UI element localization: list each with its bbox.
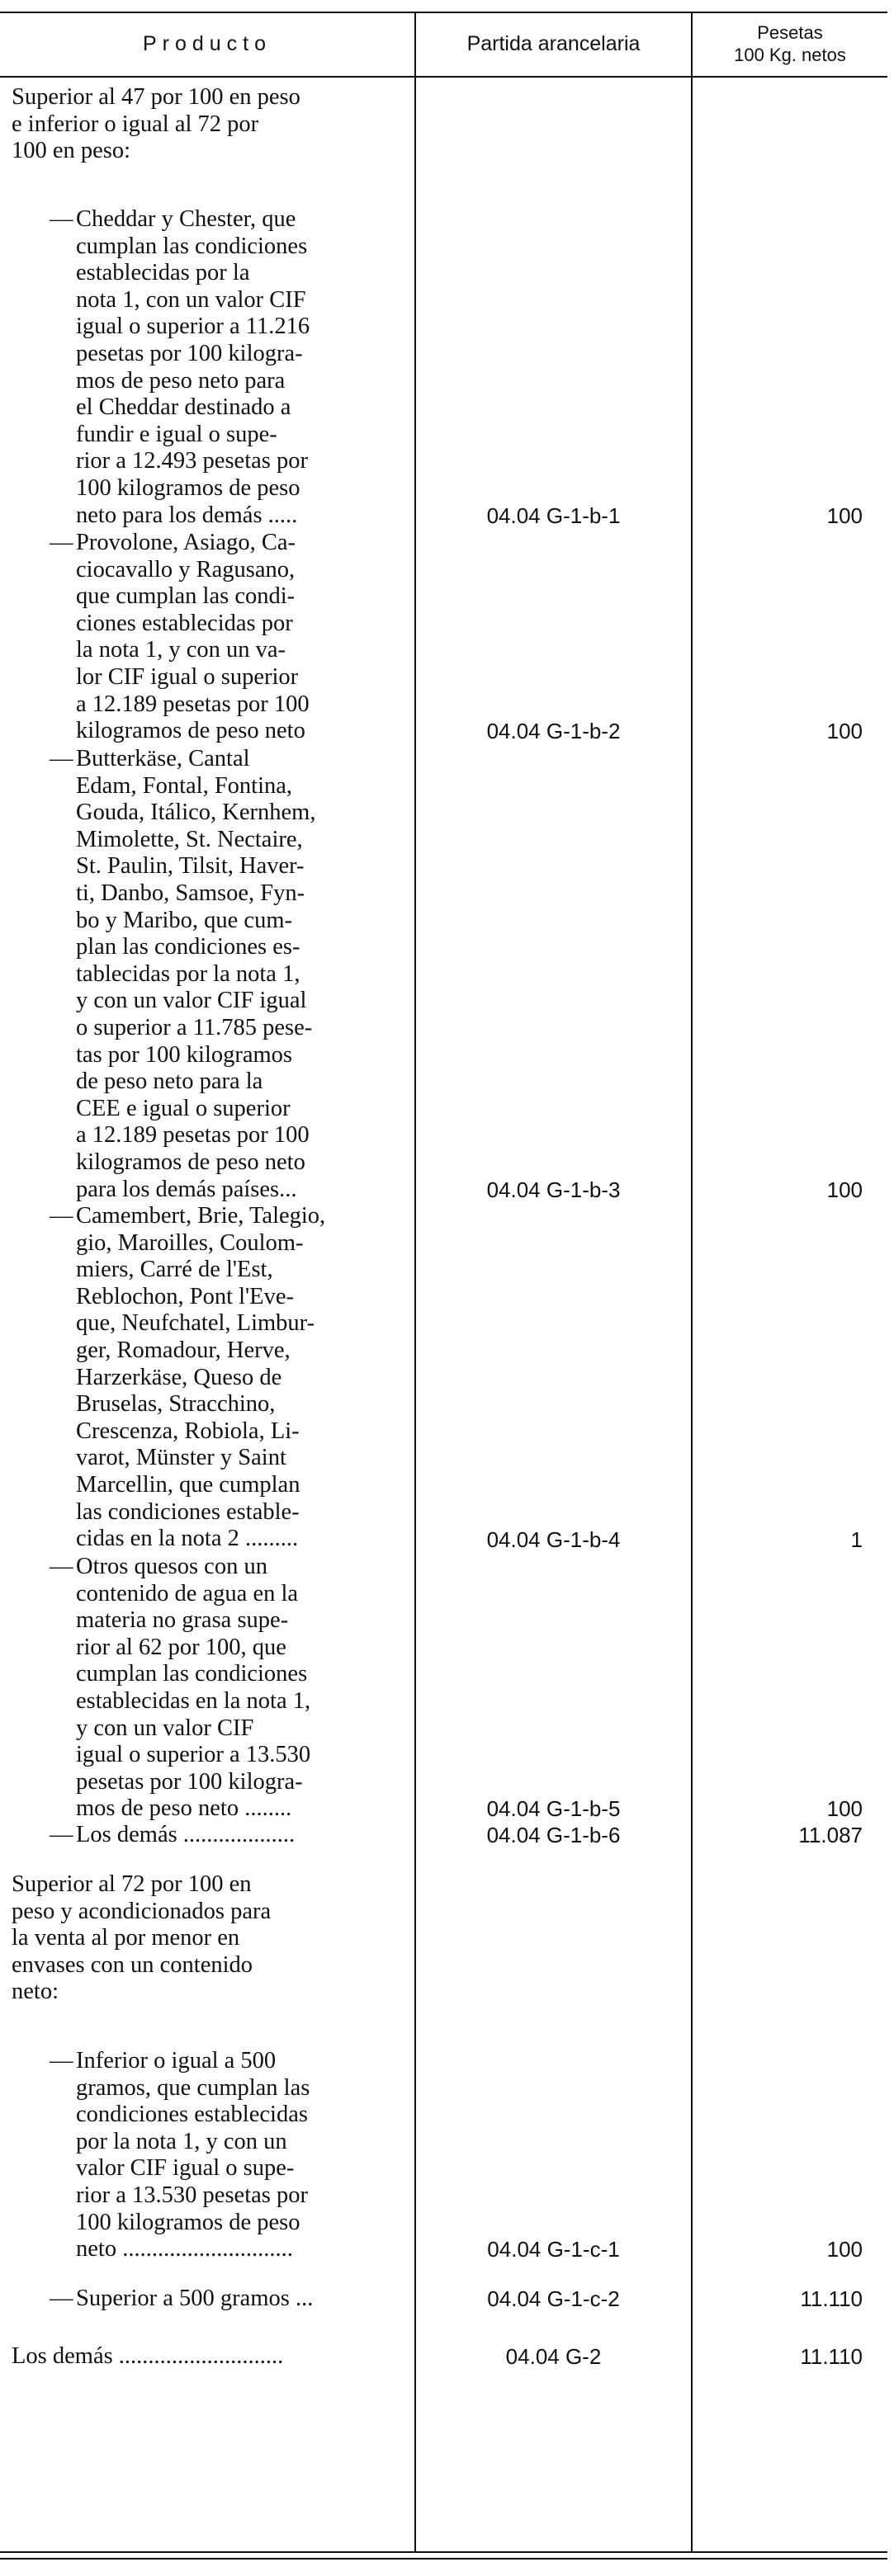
table-header-rule <box>0 76 887 78</box>
dash-bullet: — <box>50 1554 73 1579</box>
row-value-butterkase: 100 <box>826 1177 863 1202</box>
row-text-los-demas-b: Los demás ................... <box>76 1822 296 1847</box>
header-producto <box>0 12 414 76</box>
column-divider-1 <box>414 12 416 2551</box>
row-code-otros-quesos: 04.04 G-1-b-5 <box>486 1796 621 1821</box>
row-code-superior-500: 04.04 G-1-c-2 <box>487 2286 620 2311</box>
row-value-superior-500: 11.110 <box>800 2286 863 2311</box>
row-value-inferior-500: 100 <box>826 2237 863 2262</box>
dash-bullet: — <box>50 530 73 555</box>
row-text-camembert: Camembert, Brie, Talegio, gio, Maroilles, Coulom- miers, Carré de l'Est, Reblochon, Pont l'Eve- que, Neufchatel, Limbur- ger, Romadour, Herve, Harzerkäse, Queso de Bruselas, Stracchino, Crescenza, Robiola, Li- varot, Münster y Saint Marcellin, que cumplan las condiciones estable- cidas en la nota 2 ......... <box>76 1203 326 1552</box>
dash-bullet: — <box>50 2286 73 2311</box>
header-pesetas <box>693 12 887 76</box>
row-text-otros-quesos: Otros quesos con un contenido de agua en la materia no grasa supe- rior al 62 por 100, que cumplan las condiciones establecidas en la nota 1, y con un valor CIF igual o superior a 13.530 pesetas por 100 kilogra- mos de peso neto ........ <box>76 1554 311 1822</box>
header-partida-label: Partida arancelaria <box>466 31 641 55</box>
row-code-los-demas-b: 04.04 G-1-b-6 <box>486 1823 621 1847</box>
column-divider-2 <box>691 12 693 2551</box>
dash-bullet: — <box>50 1822 73 1847</box>
row-text-superior-500: Superior a 500 gramos ... <box>76 2286 314 2311</box>
table-bottom-rule-double <box>0 2558 887 2559</box>
row-code-provolone: 04.04 G-1-b-2 <box>486 719 621 743</box>
dash-bullet: — <box>50 746 73 771</box>
row-value-los-demas-final: 11.110 <box>800 2344 863 2369</box>
row-code-butterkase: 04.04 G-1-b-3 <box>486 1177 621 1202</box>
row-code-los-demas-final: 04.04 G-2 <box>505 2344 602 2369</box>
row-value-los-demas-b: 11.087 <box>798 1823 863 1847</box>
dash-bullet: — <box>50 206 73 232</box>
table-bottom-rule <box>0 2551 887 2553</box>
row-code-camembert: 04.04 G-1-b-4 <box>486 1527 621 1552</box>
header-producto-label: Producto <box>142 31 272 55</box>
dash-bullet: — <box>50 1203 73 1229</box>
row-value-provolone: 100 <box>826 719 863 743</box>
row-value-otros-quesos: 100 <box>826 1796 863 1821</box>
dash-bullet: — <box>50 2048 73 2074</box>
row-value-cheddar: 100 <box>826 503 863 528</box>
row-text-inferior-500: Inferior o igual a 500 gramos, que cumplan las condiciones establecidas por la nota 1, y con un valor CIF igual o supe- rior a 13.530 pesetas por 100 kilogramos de peso neto ............................. <box>76 2048 310 2262</box>
header-pesetas-line1: Pesetas <box>757 22 823 43</box>
header-partida <box>416 12 691 76</box>
row-code-cheddar: 04.04 G-1-b-1 <box>486 503 621 528</box>
row-text-cheddar: Cheddar y Chester, que cumplan las condiciones establecidas por la nota 1, con un valor CIF igual o superior a 11.216 pesetas por 100 kilogra- mos de peso neto para el Cheddar destinado a fundir e igual o supe- rior a 12.493 pesetas por 100 kilogramos de peso neto para los demás ..... <box>76 206 310 528</box>
section-heading-superior-72: Superior al 72 por 100 en peso y acondicionados para la venta al por menor en envases con un contenido neto: <box>12 1871 272 2005</box>
row-code-inferior-500: 04.04 G-1-c-1 <box>487 2237 620 2262</box>
section-heading-47-72: Superior al 47 por 100 en peso e inferior o igual al 72 por 100 en peso: <box>12 84 300 164</box>
row-value-camembert: 1 <box>850 1527 863 1552</box>
row-text-butterkase: Butterkäse, Cantal Edam, Fontal, Fontina, Gouda, Itálico, Kernhem, Mimolette, St. Nectaire, St. Paulin, Tilsit, Haver- ti, Danbo, Samsoe, Fyn- bo y Maribo, que cum- plan las condiciones es- tablecidas por la nota 1, y con un valor CIF igual o superior a 11.785 pese- tas por 100 kilogramos de peso neto para la CEE e igual o superior a 12.189 pesetas por 100 kilogramos de peso neto para los demás países... <box>76 746 316 1202</box>
header-pesetas-line2: 100 Kg. netos <box>734 45 846 65</box>
row-text-los-demas-final: Los demás ............................ <box>12 2343 284 2369</box>
row-text-provolone: Provolone, Asiago, Ca- ciocavallo y Ragusano, que cumplan las condi- ciones establecidas por la nota 1, y con un va- lor CIF igual o superior a 12.189 pesetas por 100 kilogramos de peso neto <box>76 530 310 744</box>
